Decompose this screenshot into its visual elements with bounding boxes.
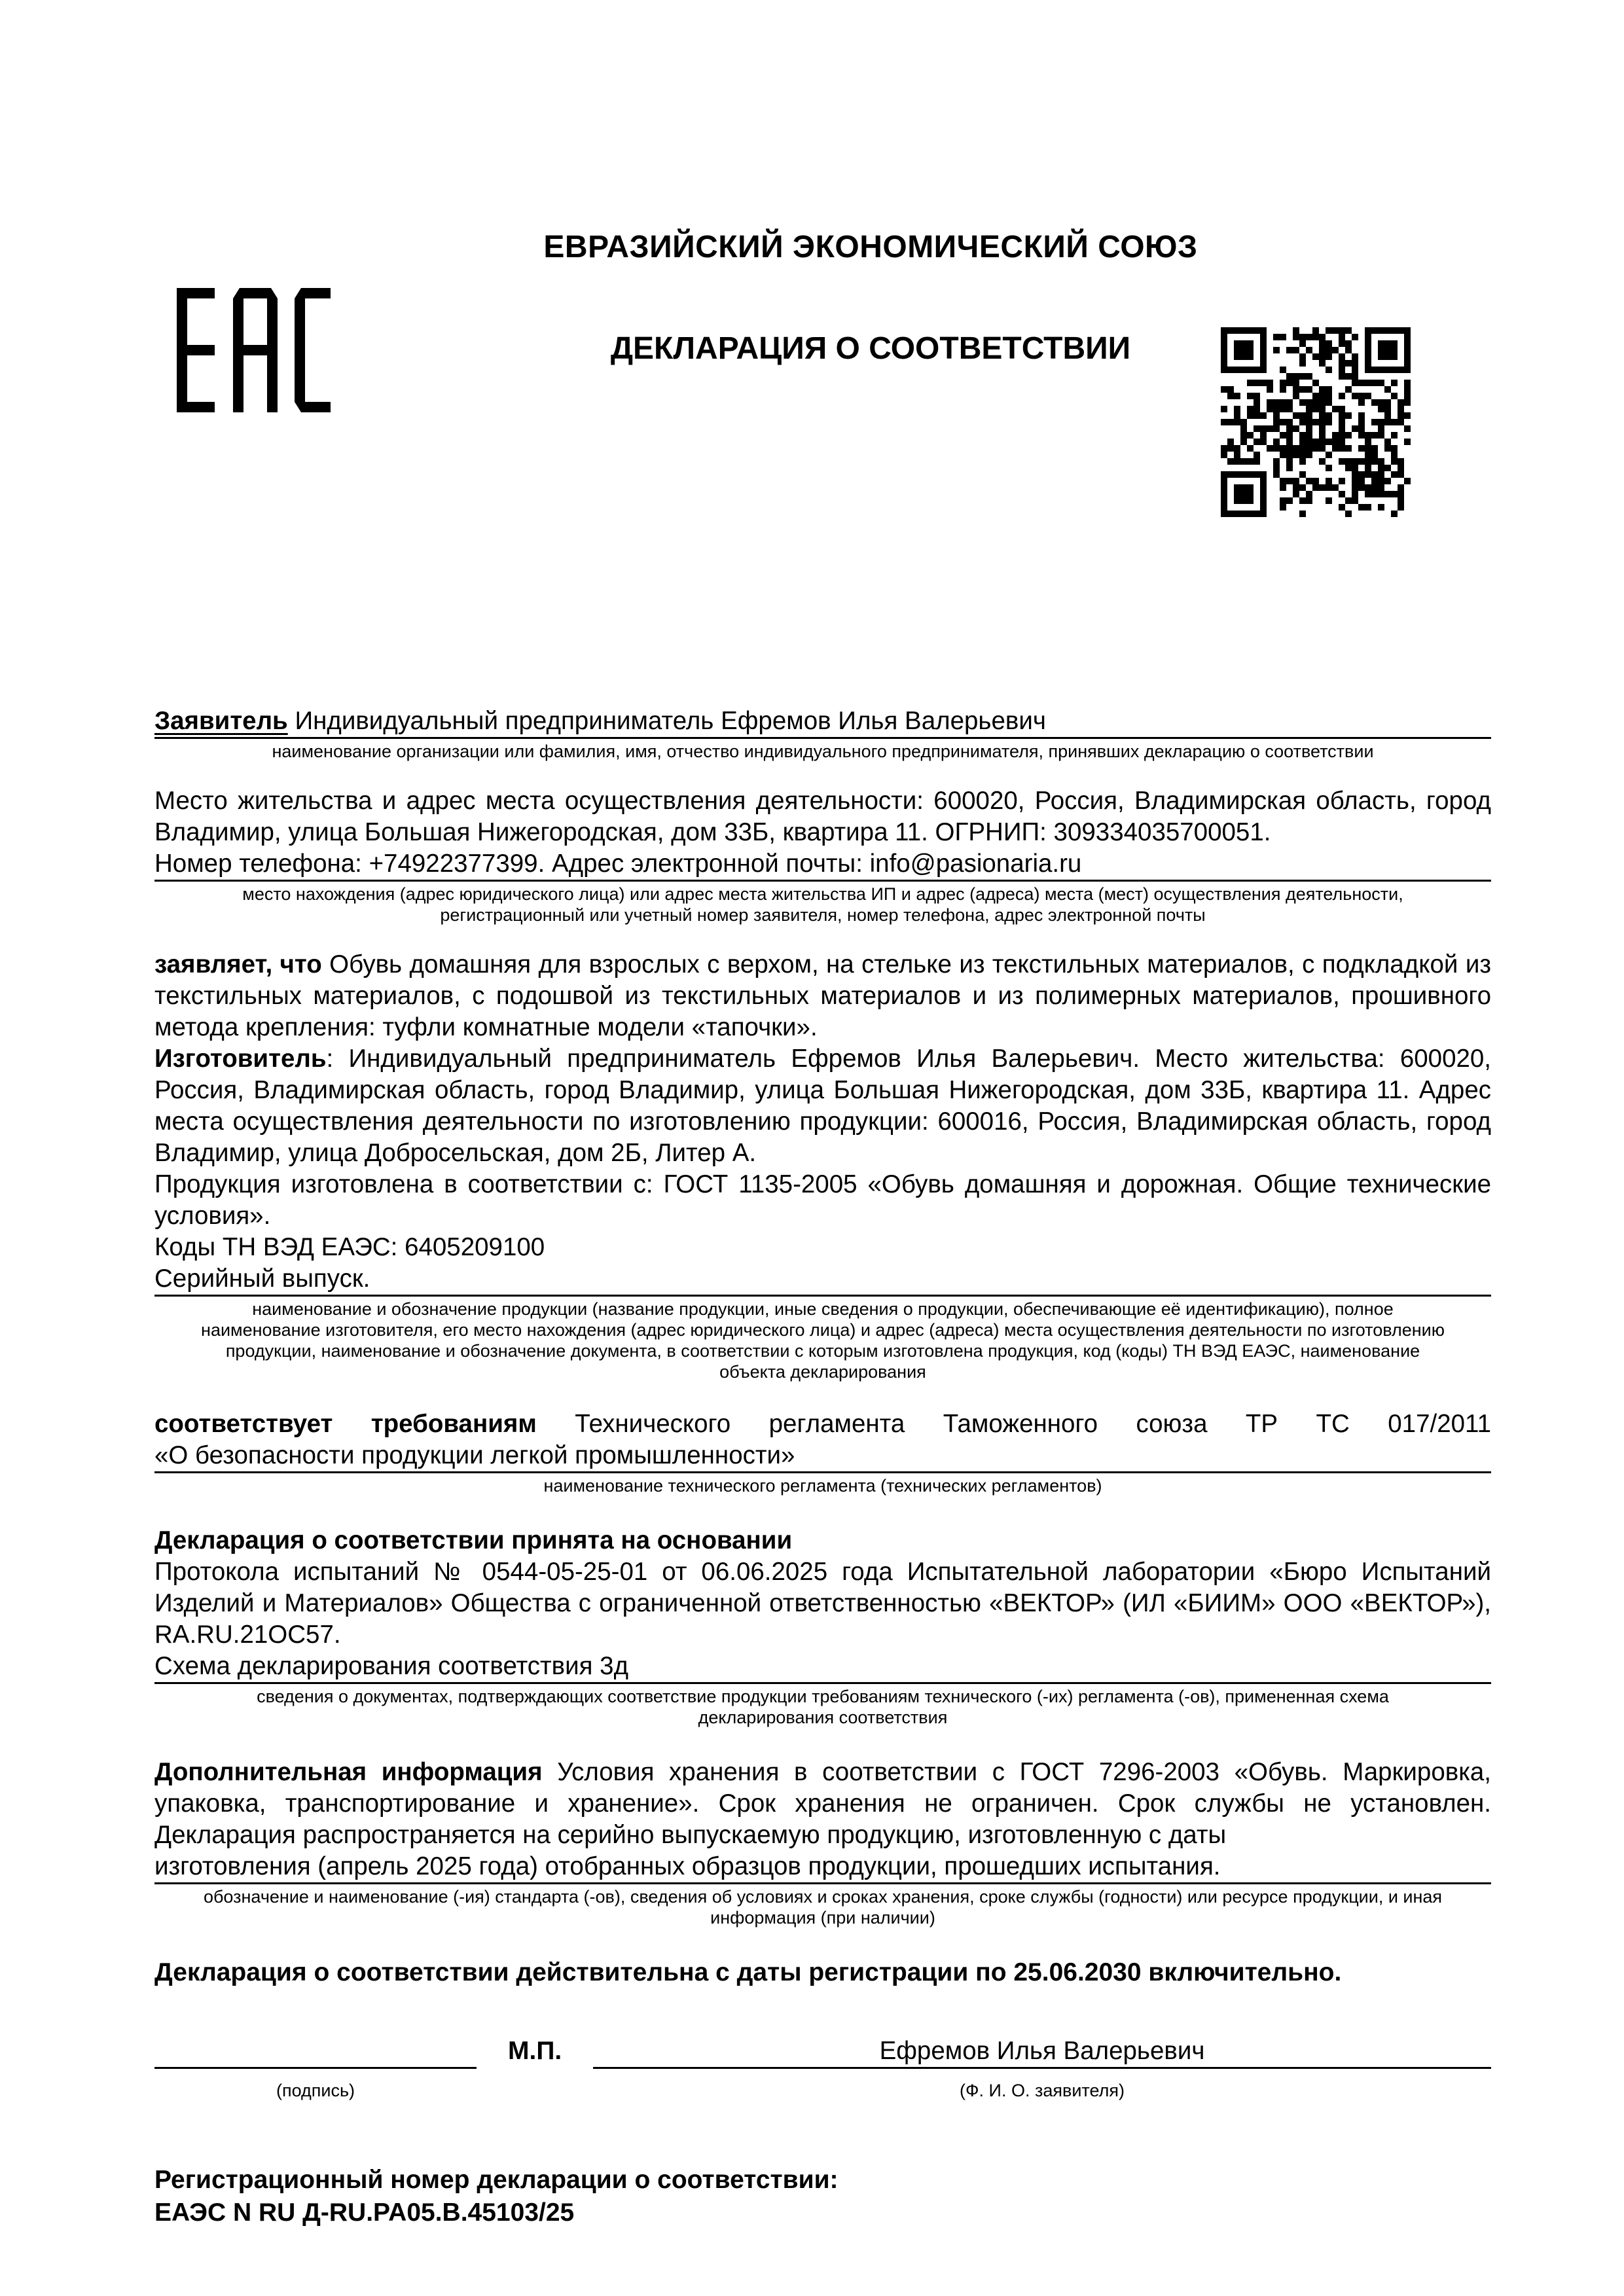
standard-text: Продукция изготовлена в соответствии с: ГОСТ 1135-2005 «Обувь домашняя и дорожная. Общие технические условия». — [154, 1170, 1491, 1230]
signature-caption: (подпись) — [276, 2081, 355, 2100]
additional-caption-1: обозначение и наименование (-ия) стандарта (-ов), сведения об условиях и сроках хранения, сроке службы (годности) или ресурсе продукции, и иная — [203, 1887, 1443, 1907]
manufacturer-label: Изготовитель — [154, 1045, 327, 1073]
requirements-regulation-title: «О безопасности продукции легкой промышленности» — [154, 1440, 1491, 1473]
applicant-label: Заявитель — [154, 707, 288, 735]
manufacturer-paragraph — [154, 1043, 1491, 1169]
declaration-title: ДЕКЛАРАЦИЯ О СООТВЕТСТВИИ — [610, 331, 1131, 366]
fio-caption: (Ф. И. О. заявителя) — [960, 2081, 1125, 2100]
product-caption-3: продукции, наименование и обозначение документа, в соответствии с которым изготовлена продукция, код (коды) ТН ВЭД ЕАЭС, наименование — [225, 1341, 1420, 1361]
applicant-caption: наименование организации или фамилия, имя, отчество индивидуального предпринимателя, принявших декларацию о соответствии — [272, 742, 1374, 761]
additional-info — [154, 1757, 1491, 1851]
serial-release: Серийный выпуск. — [154, 1263, 1491, 1297]
declares-text: Обувь домашняя для взрослых с верхом, на стельке из текстильных материалов, с подкладкой из текстильных материалов, с подошвой из текстильных материалов и из полимерных материалов, прошивного метода крепления: туфли комнатные модели «тапочки». — [154, 950, 1491, 1041]
additional-text: Условия хранения в соответствии с ГОСТ 7296-2003 «Обувь. Маркировка, упаковка, транспортирование и хранение». Срок хранения не ограничен. Срок службы не установлен. Декларация распространяется на серийно выпускаемую продукцию, изготовленную с даты — [154, 1758, 1491, 1849]
signature-line — [154, 2067, 477, 2069]
union-title: ЕВРАЗИЙСКИЙ ЭКОНОМИЧЕСКИЙ СОЮЗ — [543, 230, 1198, 264]
stamp-place-label: М.П. — [508, 2037, 562, 2065]
basis-heading: Декларация о соответствии принята на основании — [154, 1526, 793, 1554]
additional-caption-2: информация (при наличии) — [710, 1908, 935, 1928]
additional-label: Дополнительная информация — [154, 1758, 543, 1786]
additional-last-line: изготовления (апрель 2025 года) отобранных образцов продукции, прошедших испытания. — [154, 1851, 1491, 1884]
basis-text: Протокола испытаний № 0544-05-25-01 от 06.06.2025 года Испытательной лаборатории «Бюро Испытаний Изделий и Материалов» Общества с ограниченной ответственностью «ВЕКТОР» (ИЛ «БИИМ» ООО «ВЕКТОР»), RA.RU.21ОС57. — [154, 1558, 1491, 1649]
product-caption-1: наименование и обозначение продукции (название продукции, иные сведения о продукции, обеспечивающие её идентификацию), полное — [252, 1299, 1394, 1319]
requirements-regulation: Технического регламента Таможенного союза ТР ТС 017/2011 — [575, 1410, 1491, 1438]
eac-logo — [177, 288, 331, 412]
registration-number: ЕАЭС N RU Д-RU.PA05.B.45103/25 — [154, 2198, 575, 2227]
registration-block — [154, 2164, 1491, 2229]
address-caption-1: место нахождения (адрес юридического лица) или адрес места жительства ИП и адрес (адреса) места (мест) осуществления деятельности, — [242, 884, 1403, 904]
tn-ved-codes: Коды ТН ВЭД ЕАЭС: 6405209100 — [154, 1233, 545, 1261]
validity-statement: Декларация о соответствии действительна с даты регистрации по 25.06.2030 включительно. — [154, 1958, 1342, 1986]
product-declaration — [154, 949, 1491, 1043]
qr-code — [1221, 327, 1411, 517]
applicant-value: Индивидуальный предприниматель Ефремов Илья Валерьевич — [295, 707, 1046, 735]
basis-caption-2: декларирования соответствия — [698, 1708, 948, 1727]
registration-label: Регистрационный номер декларации о соответствии: — [154, 2166, 839, 2194]
declaration-body — [154, 706, 1491, 2229]
requirements-text — [154, 1408, 1491, 1440]
requirements-label: соответствует требованиям — [154, 1410, 537, 1438]
signature-row — [154, 2036, 1491, 2098]
applicant-full-name: Ефремов Илья Валерьевич — [879, 2037, 1205, 2065]
address-contacts: Номер телефона: +74922377399. Адрес электронной почты: info@pasionaria.ru — [154, 848, 1491, 882]
name-line — [593, 2067, 1491, 2069]
manufacturer-text: : Индивидуальный предприниматель Ефремов Илья Валерьевич. Место жительства: 600020, Россия, Владимирская область, город Владимир, улица Большая Нижегородская, дом 33Б, квартира 11. Адрес места осуществления деятельности по изготовлению продукции: 600016, Россия, Владимирская область, город Владимир, улица Добросельская, дом 2Б, Литер А. — [154, 1045, 1491, 1167]
applicant-line — [154, 706, 1491, 739]
address-text: Место жительства и адрес места осуществления деятельности: 600020, Россия, Владимирская область, город Владимир, улица Большая Нижегородская, дом 33Б, квартира 11. ОГРНИП: 309334035700051. — [154, 787, 1491, 846]
declaration-scheme: Схема декларирования соответствия 3д — [154, 1651, 1491, 1684]
declares-label: заявляет, что — [154, 950, 322, 978]
requirements-caption: наименование технического регламента (технических регламентов) — [543, 1476, 1102, 1496]
product-caption-2: наименование изготовителя, его место нахождения (адрес юридического лица) и адрес (адреса) места осуществления деятельности по изготовлению — [201, 1320, 1445, 1340]
basis-caption-1: сведения о документах, подтверждающих соответствие продукции требованиям технического (-их) регламента (-ов), примененная схема — [257, 1687, 1389, 1706]
address-caption-2: регистрационный или учетный номер заявителя, номер телефона, адрес электронной почты — [440, 905, 1206, 925]
product-caption-4: объекта декларирования — [719, 1362, 926, 1382]
